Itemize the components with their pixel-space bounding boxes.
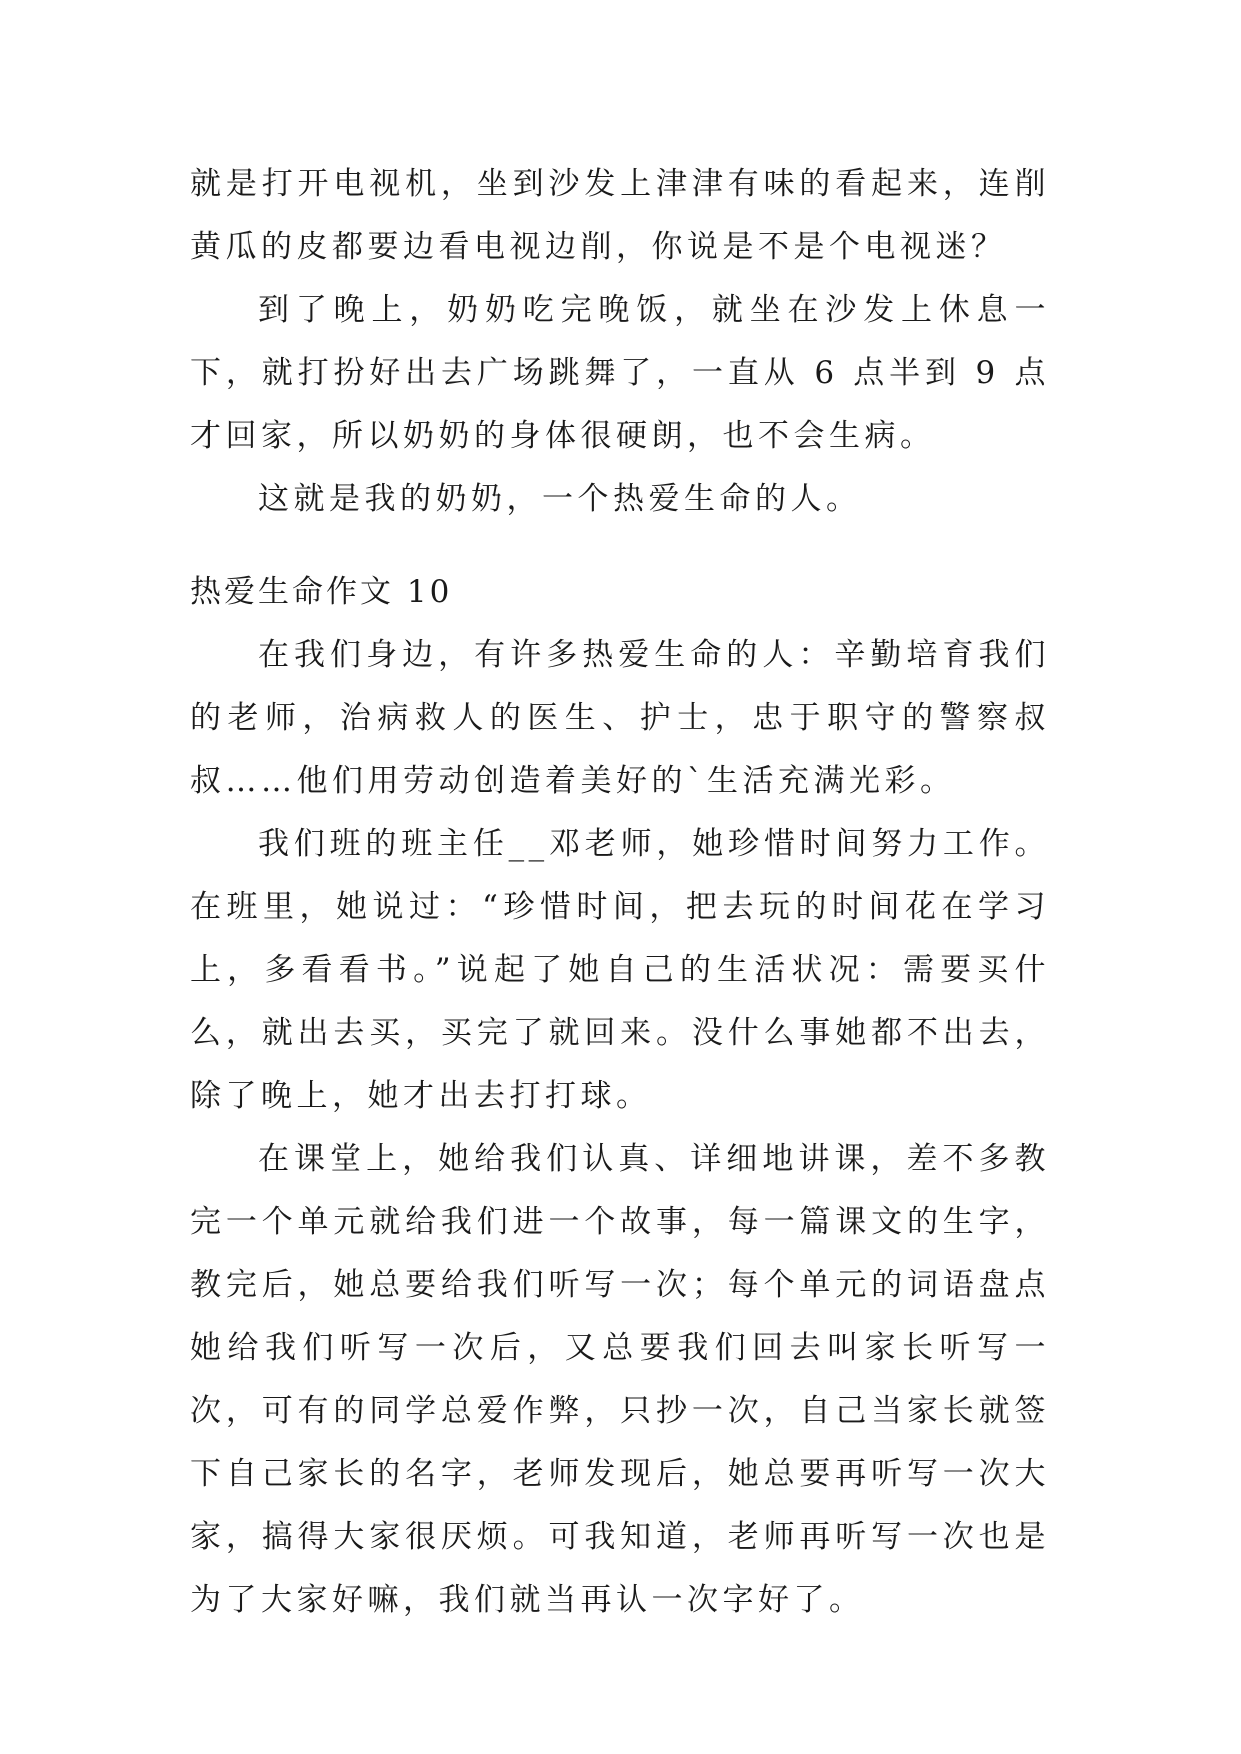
essay-title: 热爱生命作文 10 xyxy=(190,574,453,610)
paragraph: 我们班的班主任__邓老师，她珍惜时间努力工作。在班里，她说过：“珍惜时间，把去玩的时间花在学习上，多看看书。”说起了她自己的生活状况：需要买什么，就出去买，买完了就回来。没什么事她都不出去，除了晚上，她才出去打打球。 xyxy=(190,826,1050,1114)
paragraph-continued: 就是打开电视机，坐到沙发上津津有味的看起来，连削黄瓜的皮都要边看电视边削，你说是不是个电视迷？ xyxy=(190,166,1050,265)
essay-section xyxy=(190,561,1050,1632)
paragraph: 在课堂上，她给我们认真、详细地讲课，差不多教完一个单元就给我们进一个故事，每一篇课文的生字，教完后，她总要给我们听写一次；每个单元的词语盘点她给我们听写一次后，又总要我们回去叫家长听写一次，可有的同学总爱作弊，只抄一次，自己当家长就签下自己家长的名字，老师发现后，她总要再听写一次大家，搞得大家很厌烦。可我知道，老师再听写一次也是为了大家好嘛，我们就当再认一次字好了。 xyxy=(190,1141,1050,1618)
paragraph: 到了晚上，奶奶吃完晚饭，就坐在沙发上休息一下，就打扮好出去广场跳舞了，一直从 6 点半到 9 点才回家，所以奶奶的身体很硬朗，也不会生病。 xyxy=(190,292,1050,454)
continued-section xyxy=(190,153,1050,531)
paragraph: 在我们身边，有许多热爱生命的人：辛勤培育我们的老师，治病救人的医生、护士，忠于职守的警察叔叔……他们用劳动创造着美好的`生活充满光彩。 xyxy=(190,637,1050,799)
paragraph: 这就是我的奶奶，一个热爱生命的人。 xyxy=(258,481,862,517)
